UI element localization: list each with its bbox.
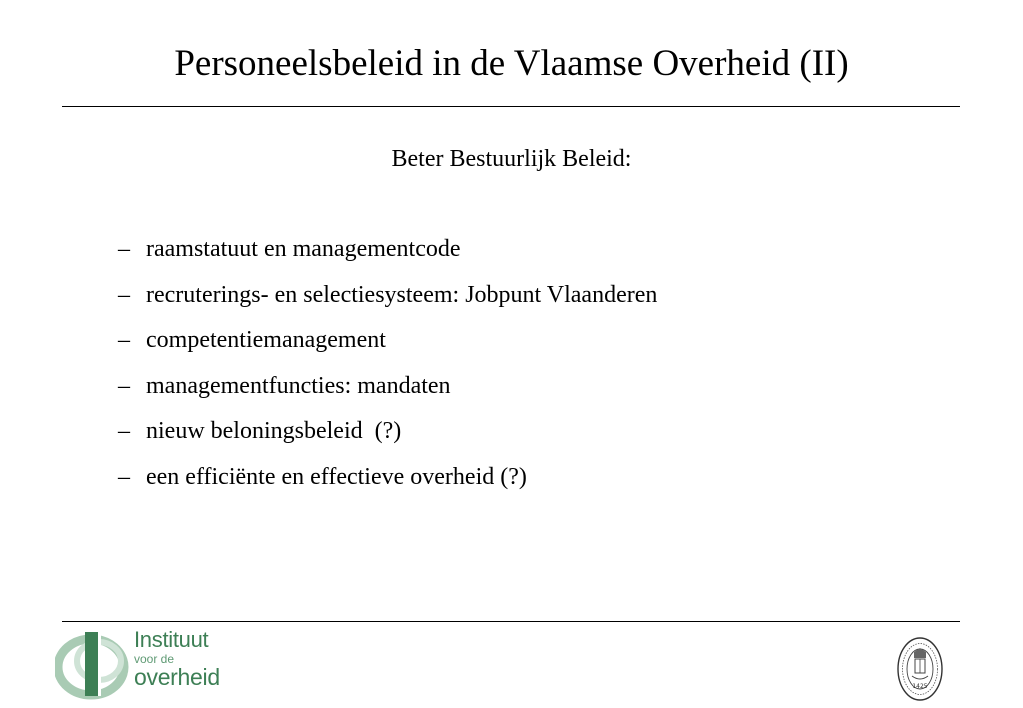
bullet-dash: – xyxy=(118,281,130,308)
bullet-dash: – xyxy=(118,463,130,490)
bullet-text: managementfuncties: mandaten xyxy=(146,372,451,399)
bullet-text: recruterings- en selectiesysteem: Jobpunt Vlaanderen xyxy=(146,281,658,308)
bullet-item xyxy=(118,461,657,507)
slide-subtitle: Beter Bestuurlijk Beleid: xyxy=(391,146,632,172)
bullet-dash: – xyxy=(118,372,130,399)
bullet-item xyxy=(118,370,657,416)
instituut-logo-icon xyxy=(55,628,133,700)
bullet-text: een efficiënte en effectieve overheid (?) xyxy=(146,463,527,490)
logo-line-overheid: overheid xyxy=(134,664,220,690)
bullet-text: raamstatuut en managementcode xyxy=(146,236,461,262)
logo-line-instituut: Instituut xyxy=(134,627,209,652)
bullet-list xyxy=(118,233,657,506)
slide-title: Personeelsbeleid in de Vlaamse Overheid (II) xyxy=(174,43,849,84)
bullet-dash: – xyxy=(118,236,130,262)
bullet-text: nieuw beloningsbeleid (?) xyxy=(146,418,402,444)
top-divider xyxy=(62,106,960,107)
bottom-divider xyxy=(62,621,960,622)
logo-line-voor-de: voor de xyxy=(134,652,175,666)
seal-year: 1425 xyxy=(912,683,928,690)
bullet-dash: – xyxy=(118,418,130,444)
bullet-item xyxy=(118,324,657,370)
logo-wordmark xyxy=(134,629,220,689)
bullet-item xyxy=(118,415,657,461)
bullet-item xyxy=(118,279,657,325)
instituut-logo xyxy=(55,628,245,700)
university-seal-icon xyxy=(896,636,944,702)
bullet-item xyxy=(118,233,657,279)
bullet-dash: – xyxy=(118,327,130,353)
bullet-text: competentiemanagement xyxy=(146,327,386,353)
